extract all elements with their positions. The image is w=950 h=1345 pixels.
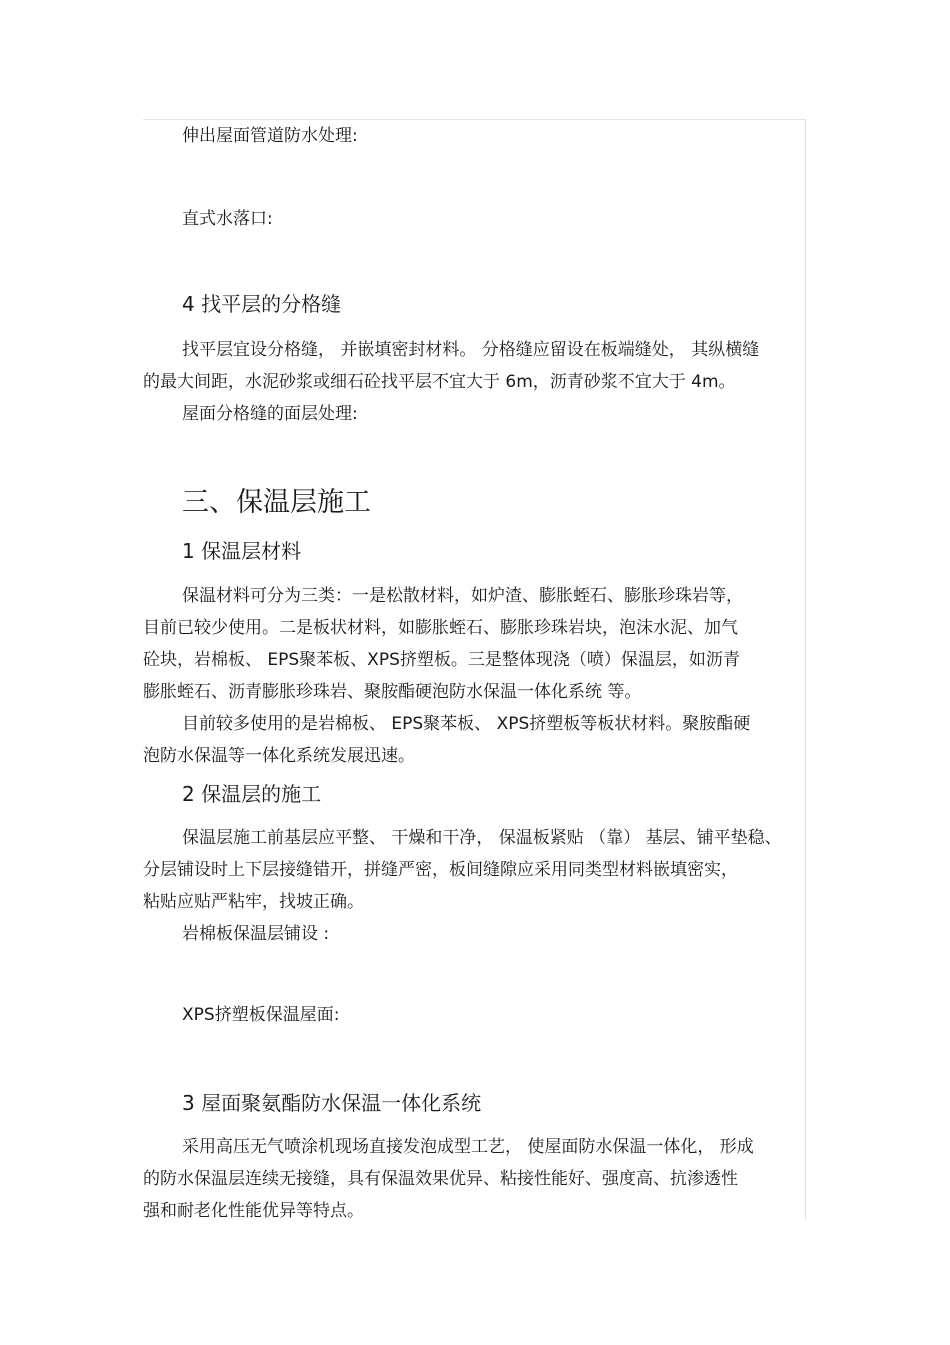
paragraph-line: 保温层施工前基层应平整、 干燥和干净， 保温板紧贴 （靠） 基层、铺平垫稳、	[182, 828, 782, 848]
rockwool-laying-label: 岩棉板保温层铺设 :	[182, 924, 330, 944]
pipe-waterproofing-label: 伸出屋面管道防水处理:	[182, 126, 358, 146]
section-1-paragraph-2	[143, 708, 805, 772]
paragraph-line: 膨胀蛭石、沥青膨胀珍珠岩、聚胺酯硬泡防水保温一体化系统 等。	[143, 682, 642, 702]
paragraph-line: 砼块，岩棉板、 EPS聚苯板、XPS挤塑板。三是整体现浇（喷）保温层，如沥青	[143, 650, 740, 670]
paragraph-line: 粘贴应贴严粘牢，找坡正确。	[143, 892, 364, 912]
chapter-3-heading: 三、保温层施工	[182, 487, 371, 518]
paragraph-line: 找平层宜设分格缝， 并嵌填密封材料。 分格缝应留设在板端缝处， 其纵横缝	[182, 340, 760, 360]
paragraph-line: 强和耐老化性能优异等特点。	[143, 1201, 364, 1221]
paragraph-line: 的最大间距，水泥砂浆或细石砼找平层不宜大于 6m，沥青砂浆不宜大于 4m。	[143, 372, 736, 392]
xps-roof-label: XPS挤塑板保温屋面:	[182, 1005, 340, 1025]
paragraph-line: 目前较多使用的是岩棉板、 EPS聚苯板、 XPS挤塑板等板状材料。聚胺酯硬	[182, 714, 751, 734]
section-3-paragraph	[143, 1131, 805, 1227]
joint-surface-label: 屋面分格缝的面层处理:	[182, 404, 358, 424]
section-1-heading: 1 保温层材料	[182, 539, 302, 563]
paragraph-line: 分层铺设时上下层接缝错开，拼缝严密，板间缝隙应采用同类型材料嵌填密实，	[143, 860, 738, 880]
section-3-heading: 3 屋面聚氨酯防水保温一体化系统	[182, 1091, 482, 1115]
paragraph-line: 采用高压无气喷涂机现场直接发泡成型工艺， 使屋面防水保温一体化， 形成	[182, 1137, 754, 1157]
section-4-heading: 4 找平层的分格缝	[182, 292, 342, 316]
section-1-paragraph-1	[143, 580, 805, 708]
section-2-heading: 2 保温层的施工	[182, 782, 322, 806]
vertical-drain-label: 直式水落口:	[182, 209, 273, 229]
paragraph-line: 的防水保温层连续无接缝，具有保温效果优异、粘接性能好、强度高、抗渗透性	[143, 1169, 738, 1189]
paragraph-line: 泡防水保温等一体化系统发展迅速。	[143, 746, 415, 766]
paragraph-line: 目前已较少使用。二是板状材料，如膨胀蛭石、膨胀珍珠岩块，泡沫水泥、加气	[143, 618, 738, 638]
paragraph-line: 保温材料可分为三类：一是松散材料，如炉渣、膨胀蛭石、膨胀珍珠岩等，	[182, 586, 743, 606]
section-2-paragraph	[143, 822, 805, 918]
section-4-paragraph	[143, 334, 805, 398]
